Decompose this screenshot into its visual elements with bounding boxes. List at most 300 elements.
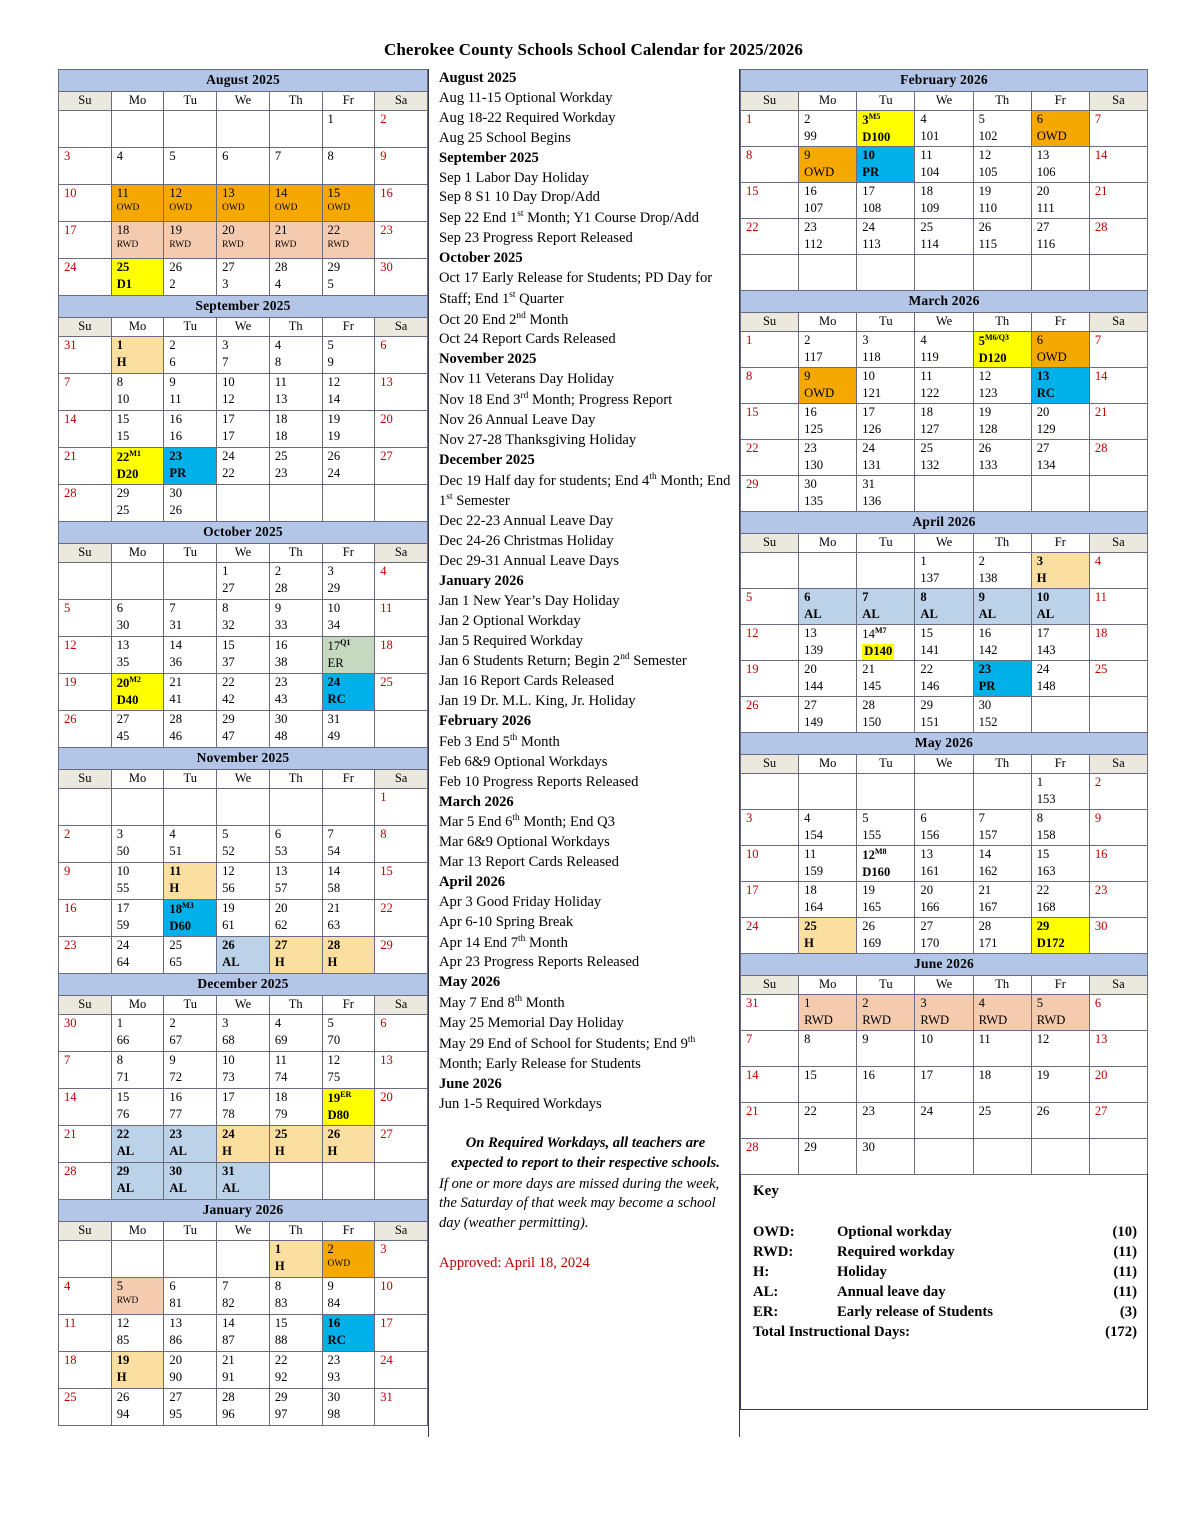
day-cell[interactable]	[269, 1278, 322, 1315]
day-cell[interactable]	[269, 1352, 322, 1389]
day-cell[interactable]	[59, 1389, 112, 1426]
day-cell[interactable]	[269, 148, 322, 185]
day-cell[interactable]	[217, 1278, 270, 1315]
day-cell[interactable]	[111, 374, 164, 411]
day-cell[interactable]	[741, 183, 799, 219]
day-cell[interactable]	[322, 937, 375, 974]
day-cell[interactable]	[164, 863, 217, 900]
day-cell[interactable]	[915, 332, 973, 368]
day-cell[interactable]	[375, 1278, 428, 1315]
day-cell[interactable]	[164, 411, 217, 448]
day-cell[interactable]	[741, 846, 799, 882]
day-cell[interactable]	[59, 637, 112, 674]
day-cell[interactable]	[59, 826, 112, 863]
day-cell[interactable]	[59, 937, 112, 974]
day-cell[interactable]	[322, 600, 375, 637]
day-cell[interactable]	[799, 404, 857, 440]
day-cell[interactable]	[375, 674, 428, 711]
day-cell[interactable]	[915, 697, 973, 733]
day-cell[interactable]	[111, 1389, 164, 1426]
day-cell[interactable]	[799, 111, 857, 147]
day-cell[interactable]	[915, 918, 973, 954]
day-cell[interactable]	[111, 1052, 164, 1089]
day-cell[interactable]	[164, 259, 217, 296]
day-cell[interactable]	[857, 846, 915, 882]
day-cell[interactable]	[857, 810, 915, 846]
day-cell[interactable]	[741, 1139, 799, 1175]
day-cell[interactable]	[1089, 918, 1147, 954]
day-cell[interactable]	[269, 674, 322, 711]
day-cell[interactable]	[1031, 219, 1089, 255]
day-cell[interactable]	[217, 1352, 270, 1389]
day-cell[interactable]	[322, 563, 375, 600]
day-cell[interactable]	[973, 183, 1031, 219]
day-cell[interactable]	[164, 485, 217, 522]
day-cell[interactable]	[322, 863, 375, 900]
day-cell[interactable]	[164, 222, 217, 259]
day-cell[interactable]	[973, 882, 1031, 918]
day-cell[interactable]	[217, 1089, 270, 1126]
day-cell[interactable]	[857, 332, 915, 368]
day-cell[interactable]	[111, 1315, 164, 1352]
day-cell[interactable]	[217, 259, 270, 296]
day-cell[interactable]	[973, 332, 1031, 368]
day-cell[interactable]	[111, 674, 164, 711]
day-cell[interactable]	[799, 661, 857, 697]
day-cell[interactable]	[973, 625, 1031, 661]
day-cell[interactable]	[59, 1352, 112, 1389]
day-cell[interactable]	[1031, 995, 1089, 1031]
day-cell[interactable]	[1031, 1031, 1089, 1067]
day-cell[interactable]	[375, 448, 428, 485]
day-cell[interactable]	[322, 1389, 375, 1426]
day-cell[interactable]	[59, 900, 112, 937]
day-cell[interactable]	[375, 1389, 428, 1426]
day-cell[interactable]	[111, 222, 164, 259]
day-cell[interactable]	[269, 637, 322, 674]
day-cell[interactable]	[857, 661, 915, 697]
day-cell[interactable]	[857, 1139, 915, 1175]
day-cell[interactable]	[164, 1089, 217, 1126]
day-cell[interactable]	[915, 1067, 973, 1103]
day-cell[interactable]	[217, 826, 270, 863]
day-cell[interactable]	[217, 900, 270, 937]
day-cell[interactable]	[59, 148, 112, 185]
day-cell[interactable]	[1031, 440, 1089, 476]
day-cell[interactable]	[111, 411, 164, 448]
day-cell[interactable]	[1089, 625, 1147, 661]
day-cell[interactable]	[375, 411, 428, 448]
day-cell[interactable]	[111, 185, 164, 222]
day-cell[interactable]	[322, 185, 375, 222]
day-cell[interactable]	[799, 1031, 857, 1067]
day-cell[interactable]	[915, 995, 973, 1031]
day-cell[interactable]	[857, 183, 915, 219]
day-cell[interactable]	[217, 1315, 270, 1352]
day-cell[interactable]	[59, 863, 112, 900]
day-cell[interactable]	[59, 259, 112, 296]
day-cell[interactable]	[322, 374, 375, 411]
day-cell[interactable]	[375, 374, 428, 411]
day-cell[interactable]	[1089, 846, 1147, 882]
day-cell[interactable]	[915, 183, 973, 219]
day-cell[interactable]	[1031, 111, 1089, 147]
day-cell[interactable]	[1031, 774, 1089, 810]
day-cell[interactable]	[269, 900, 322, 937]
day-cell[interactable]	[973, 589, 1031, 625]
day-cell[interactable]	[741, 1067, 799, 1103]
day-cell[interactable]	[1089, 882, 1147, 918]
day-cell[interactable]	[164, 1278, 217, 1315]
day-cell[interactable]	[741, 147, 799, 183]
day-cell[interactable]	[375, 1126, 428, 1163]
day-cell[interactable]	[375, 563, 428, 600]
day-cell[interactable]	[973, 810, 1031, 846]
day-cell[interactable]	[269, 1389, 322, 1426]
day-cell[interactable]	[799, 625, 857, 661]
day-cell[interactable]	[1031, 147, 1089, 183]
day-cell[interactable]	[375, 600, 428, 637]
day-cell[interactable]	[799, 332, 857, 368]
day-cell[interactable]	[973, 918, 1031, 954]
day-cell[interactable]	[1031, 589, 1089, 625]
day-cell[interactable]	[322, 1241, 375, 1278]
day-cell[interactable]	[164, 1389, 217, 1426]
day-cell[interactable]	[375, 337, 428, 374]
day-cell[interactable]	[269, 863, 322, 900]
day-cell[interactable]	[111, 711, 164, 748]
day-cell[interactable]	[269, 711, 322, 748]
day-cell[interactable]	[375, 863, 428, 900]
day-cell[interactable]	[1089, 589, 1147, 625]
day-cell[interactable]	[217, 148, 270, 185]
day-cell[interactable]	[322, 900, 375, 937]
day-cell[interactable]	[915, 625, 973, 661]
day-cell[interactable]	[217, 937, 270, 974]
day-cell[interactable]	[741, 404, 799, 440]
day-cell[interactable]	[269, 259, 322, 296]
day-cell[interactable]	[59, 411, 112, 448]
day-cell[interactable]	[915, 111, 973, 147]
day-cell[interactable]	[973, 1031, 1031, 1067]
day-cell[interactable]	[1031, 183, 1089, 219]
day-cell[interactable]	[799, 1067, 857, 1103]
day-cell[interactable]	[269, 222, 322, 259]
day-cell[interactable]	[375, 789, 428, 826]
day-cell[interactable]	[375, 900, 428, 937]
day-cell[interactable]	[973, 111, 1031, 147]
day-cell[interactable]	[915, 368, 973, 404]
day-cell[interactable]	[322, 222, 375, 259]
day-cell[interactable]	[1031, 810, 1089, 846]
day-cell[interactable]	[322, 1089, 375, 1126]
day-cell[interactable]	[973, 368, 1031, 404]
day-cell[interactable]	[1089, 111, 1147, 147]
day-cell[interactable]	[1031, 368, 1089, 404]
day-cell[interactable]	[164, 337, 217, 374]
day-cell[interactable]	[741, 625, 799, 661]
day-cell[interactable]	[1089, 1103, 1147, 1139]
day-cell[interactable]	[1089, 147, 1147, 183]
day-cell[interactable]	[322, 637, 375, 674]
day-cell[interactable]	[857, 368, 915, 404]
day-cell[interactable]	[857, 404, 915, 440]
day-cell[interactable]	[111, 337, 164, 374]
day-cell[interactable]	[1089, 404, 1147, 440]
day-cell[interactable]	[322, 337, 375, 374]
day-cell[interactable]	[741, 332, 799, 368]
day-cell[interactable]	[857, 1103, 915, 1139]
day-cell[interactable]	[915, 661, 973, 697]
day-cell[interactable]	[1089, 995, 1147, 1031]
day-cell[interactable]	[799, 476, 857, 512]
day-cell[interactable]	[741, 697, 799, 733]
day-cell[interactable]	[1089, 440, 1147, 476]
day-cell[interactable]	[269, 185, 322, 222]
day-cell[interactable]	[111, 937, 164, 974]
day-cell[interactable]	[322, 1126, 375, 1163]
day-cell[interactable]	[1089, 553, 1147, 589]
day-cell[interactable]	[375, 148, 428, 185]
day-cell[interactable]	[59, 711, 112, 748]
day-cell[interactable]	[269, 600, 322, 637]
day-cell[interactable]	[217, 448, 270, 485]
day-cell[interactable]	[857, 111, 915, 147]
day-cell[interactable]	[217, 711, 270, 748]
day-cell[interactable]	[1031, 918, 1089, 954]
day-cell[interactable]	[164, 374, 217, 411]
day-cell[interactable]	[164, 148, 217, 185]
day-cell[interactable]	[269, 411, 322, 448]
day-cell[interactable]	[322, 1352, 375, 1389]
day-cell[interactable]	[741, 589, 799, 625]
day-cell[interactable]	[59, 185, 112, 222]
day-cell[interactable]	[375, 937, 428, 974]
day-cell[interactable]	[915, 1031, 973, 1067]
day-cell[interactable]	[915, 404, 973, 440]
day-cell[interactable]	[973, 219, 1031, 255]
day-cell[interactable]	[59, 448, 112, 485]
day-cell[interactable]	[1031, 1067, 1089, 1103]
day-cell[interactable]	[164, 1163, 217, 1200]
day-cell[interactable]	[915, 589, 973, 625]
day-cell[interactable]	[269, 1015, 322, 1052]
day-cell[interactable]	[59, 222, 112, 259]
day-cell[interactable]	[741, 1103, 799, 1139]
day-cell[interactable]	[1031, 882, 1089, 918]
day-cell[interactable]	[857, 1067, 915, 1103]
day-cell[interactable]	[1089, 332, 1147, 368]
day-cell[interactable]	[1031, 625, 1089, 661]
day-cell[interactable]	[973, 147, 1031, 183]
day-cell[interactable]	[973, 1103, 1031, 1139]
day-cell[interactable]	[857, 440, 915, 476]
day-cell[interactable]	[857, 882, 915, 918]
day-cell[interactable]	[741, 368, 799, 404]
day-cell[interactable]	[741, 810, 799, 846]
day-cell[interactable]	[217, 1015, 270, 1052]
day-cell[interactable]	[973, 846, 1031, 882]
day-cell[interactable]	[1031, 332, 1089, 368]
day-cell[interactable]	[59, 1163, 112, 1200]
day-cell[interactable]	[1089, 661, 1147, 697]
day-cell[interactable]	[1031, 846, 1089, 882]
day-cell[interactable]	[1089, 219, 1147, 255]
day-cell[interactable]	[322, 826, 375, 863]
day-cell[interactable]	[973, 1067, 1031, 1103]
day-cell[interactable]	[915, 553, 973, 589]
day-cell[interactable]	[973, 661, 1031, 697]
day-cell[interactable]	[59, 1315, 112, 1352]
day-cell[interactable]	[269, 1052, 322, 1089]
day-cell[interactable]	[59, 600, 112, 637]
day-cell[interactable]	[799, 147, 857, 183]
day-cell[interactable]	[269, 1241, 322, 1278]
day-cell[interactable]	[111, 1089, 164, 1126]
day-cell[interactable]	[217, 1126, 270, 1163]
day-cell[interactable]	[111, 826, 164, 863]
day-cell[interactable]	[59, 1015, 112, 1052]
day-cell[interactable]	[269, 337, 322, 374]
day-cell[interactable]	[111, 148, 164, 185]
day-cell[interactable]	[799, 368, 857, 404]
day-cell[interactable]	[111, 1163, 164, 1200]
day-cell[interactable]	[857, 147, 915, 183]
day-cell[interactable]	[1089, 368, 1147, 404]
day-cell[interactable]	[111, 863, 164, 900]
day-cell[interactable]	[799, 589, 857, 625]
day-cell[interactable]	[1089, 1067, 1147, 1103]
day-cell[interactable]	[217, 374, 270, 411]
day-cell[interactable]	[111, 485, 164, 522]
day-cell[interactable]	[164, 185, 217, 222]
day-cell[interactable]	[164, 1352, 217, 1389]
day-cell[interactable]	[322, 711, 375, 748]
day-cell[interactable]	[741, 918, 799, 954]
day-cell[interactable]	[375, 185, 428, 222]
day-cell[interactable]	[741, 995, 799, 1031]
day-cell[interactable]	[164, 1052, 217, 1089]
day-cell[interactable]	[741, 1031, 799, 1067]
day-cell[interactable]	[59, 337, 112, 374]
day-cell[interactable]	[915, 147, 973, 183]
day-cell[interactable]	[217, 600, 270, 637]
day-cell[interactable]	[799, 697, 857, 733]
day-cell[interactable]	[1089, 810, 1147, 846]
day-cell[interactable]	[217, 637, 270, 674]
day-cell[interactable]	[375, 1315, 428, 1352]
day-cell[interactable]	[164, 674, 217, 711]
day-cell[interactable]	[915, 1103, 973, 1139]
day-cell[interactable]	[269, 1315, 322, 1352]
day-cell[interactable]	[269, 448, 322, 485]
day-cell[interactable]	[1031, 404, 1089, 440]
day-cell[interactable]	[857, 219, 915, 255]
day-cell[interactable]	[857, 625, 915, 661]
day-cell[interactable]	[799, 846, 857, 882]
day-cell[interactable]	[1089, 774, 1147, 810]
day-cell[interactable]	[322, 411, 375, 448]
day-cell[interactable]	[857, 1031, 915, 1067]
day-cell[interactable]	[217, 411, 270, 448]
day-cell[interactable]	[857, 995, 915, 1031]
day-cell[interactable]	[799, 1103, 857, 1139]
day-cell[interactable]	[59, 1126, 112, 1163]
day-cell[interactable]	[799, 918, 857, 954]
day-cell[interactable]	[857, 476, 915, 512]
day-cell[interactable]	[741, 882, 799, 918]
day-cell[interactable]	[164, 900, 217, 937]
day-cell[interactable]	[375, 1052, 428, 1089]
day-cell[interactable]	[111, 1126, 164, 1163]
day-cell[interactable]	[217, 1163, 270, 1200]
day-cell[interactable]	[164, 937, 217, 974]
day-cell[interactable]	[217, 222, 270, 259]
day-cell[interactable]	[322, 148, 375, 185]
day-cell[interactable]	[164, 1315, 217, 1352]
day-cell[interactable]	[741, 111, 799, 147]
day-cell[interactable]	[915, 440, 973, 476]
day-cell[interactable]	[111, 637, 164, 674]
day-cell[interactable]	[111, 1015, 164, 1052]
day-cell[interactable]	[59, 485, 112, 522]
day-cell[interactable]	[164, 711, 217, 748]
day-cell[interactable]	[375, 1241, 428, 1278]
day-cell[interactable]	[164, 600, 217, 637]
day-cell[interactable]	[111, 259, 164, 296]
day-cell[interactable]	[111, 900, 164, 937]
day-cell[interactable]	[1031, 1103, 1089, 1139]
day-cell[interactable]	[217, 863, 270, 900]
day-cell[interactable]	[111, 1352, 164, 1389]
day-cell[interactable]	[269, 1089, 322, 1126]
day-cell[interactable]	[375, 826, 428, 863]
day-cell[interactable]	[799, 810, 857, 846]
day-cell[interactable]	[375, 259, 428, 296]
day-cell[interactable]	[915, 846, 973, 882]
day-cell[interactable]	[217, 1052, 270, 1089]
day-cell[interactable]	[741, 661, 799, 697]
day-cell[interactable]	[799, 183, 857, 219]
day-cell[interactable]	[1089, 183, 1147, 219]
day-cell[interactable]	[59, 1052, 112, 1089]
day-cell[interactable]	[269, 1126, 322, 1163]
day-cell[interactable]	[164, 826, 217, 863]
day-cell[interactable]	[375, 1089, 428, 1126]
day-cell[interactable]	[375, 111, 428, 148]
day-cell[interactable]	[59, 374, 112, 411]
day-cell[interactable]	[973, 697, 1031, 733]
day-cell[interactable]	[322, 1315, 375, 1352]
day-cell[interactable]	[799, 995, 857, 1031]
day-cell[interactable]	[164, 448, 217, 485]
day-cell[interactable]	[111, 600, 164, 637]
day-cell[interactable]	[322, 674, 375, 711]
day-cell[interactable]	[59, 1089, 112, 1126]
day-cell[interactable]	[857, 589, 915, 625]
day-cell[interactable]	[375, 1015, 428, 1052]
day-cell[interactable]	[217, 337, 270, 374]
day-cell[interactable]	[59, 674, 112, 711]
day-cell[interactable]	[799, 1139, 857, 1175]
day-cell[interactable]	[375, 1352, 428, 1389]
day-cell[interactable]	[217, 1389, 270, 1426]
day-cell[interactable]	[741, 219, 799, 255]
day-cell[interactable]	[164, 1126, 217, 1163]
day-cell[interactable]	[973, 995, 1031, 1031]
day-cell[interactable]	[322, 259, 375, 296]
day-cell[interactable]	[973, 404, 1031, 440]
